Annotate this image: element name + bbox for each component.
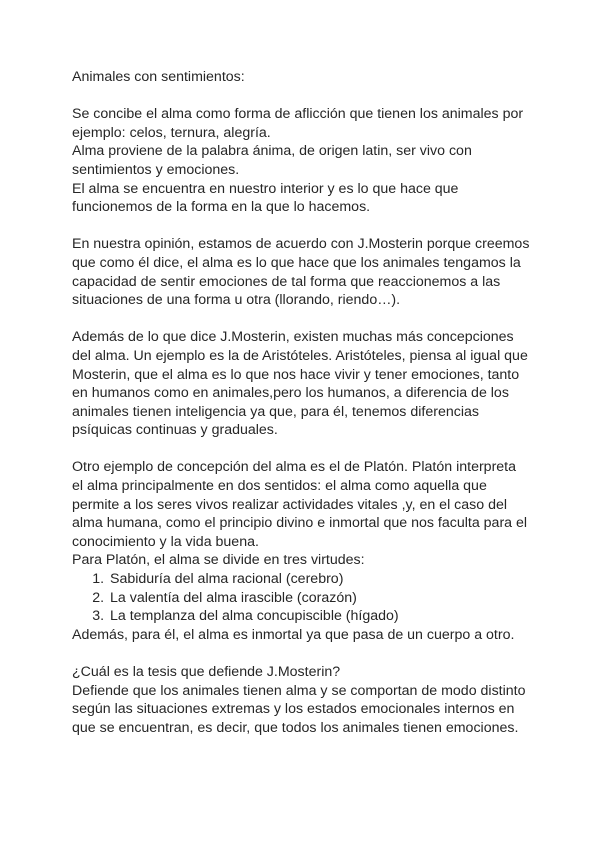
list-item: 1. Sabiduría del alma racional (cerebro) [108, 570, 542, 589]
paragraph-aristoteles: Además de lo que dice J.Mosterin, existen muchas más concepciones del alma. Un ejemplo es la de Aristóteles. Aristóteles, piensa al igual que Mosterin, que el alma es lo que nos hace vivir y tener emociones, tanto en humanos como en animales,pero los humanos, a diferencia de los animales tienen inteligencia ya que, para él, tenemos diferencias psíquicas continuas y graduales. [72, 329, 528, 439]
list-item: 3. La templanza del alma concupiscible (hígado) [108, 607, 542, 626]
list-intro: Para Platón, el alma se divide en tres virtudes: [72, 552, 365, 569]
paragraph-alma-definicion: Se concibe el alma como forma de aflicción que tienen los animales por ejemplo: celos, ternura, alegría. Alma proviene de la palabra ánima, de origen latin, ser vivo con sentimientos y emociones. El alma se encuentra en nuestro interior y es lo que hace que funcionemos de la forma en la que lo hacemos. [72, 106, 524, 216]
document-title: Animales con sentimientos: [72, 69, 245, 85]
paragraph-answer: Defiende que los animales tienen alma y se comportan de modo distinto según las situaciones extremas y los estados emocionales internos en que se encuentran, es decir, que todos los animales tienen emociones. [72, 682, 526, 736]
paragraph-opinion: En nuestra opinión, estamos de acuerdo con J.Mosterin porque creemos que como él dice, el alma es lo que hace que los animales tengamos la capacidad de sentir emociones de tal forma que reaccionemos a las situaciones de una forma u otra (llorando, riendo…). [72, 236, 530, 309]
paragraph-platon: Otro ejemplo de concepción del alma es el de Platón. Platón interpreta el alma principalmente en dos sentidos: el alma como aquella que permite a los seres vivos realizar actividades vitales ,y, en el caso del alma humana, como el principio divino e inmortal que nos faculta para el conocimiento y la vida buena. [72, 459, 528, 550]
question-heading: ¿Cuál es la tesis que defiende J.Mosterin? [72, 664, 341, 680]
list-item: 2. La valentía del alma irascible (corazón) [108, 589, 542, 608]
document-page [72, 68, 542, 737]
virtues-list [72, 570, 542, 626]
paragraph-inmortal: Además, para él, el alma es inmortal ya que pasa de un cuerpo a otro. [72, 626, 515, 643]
